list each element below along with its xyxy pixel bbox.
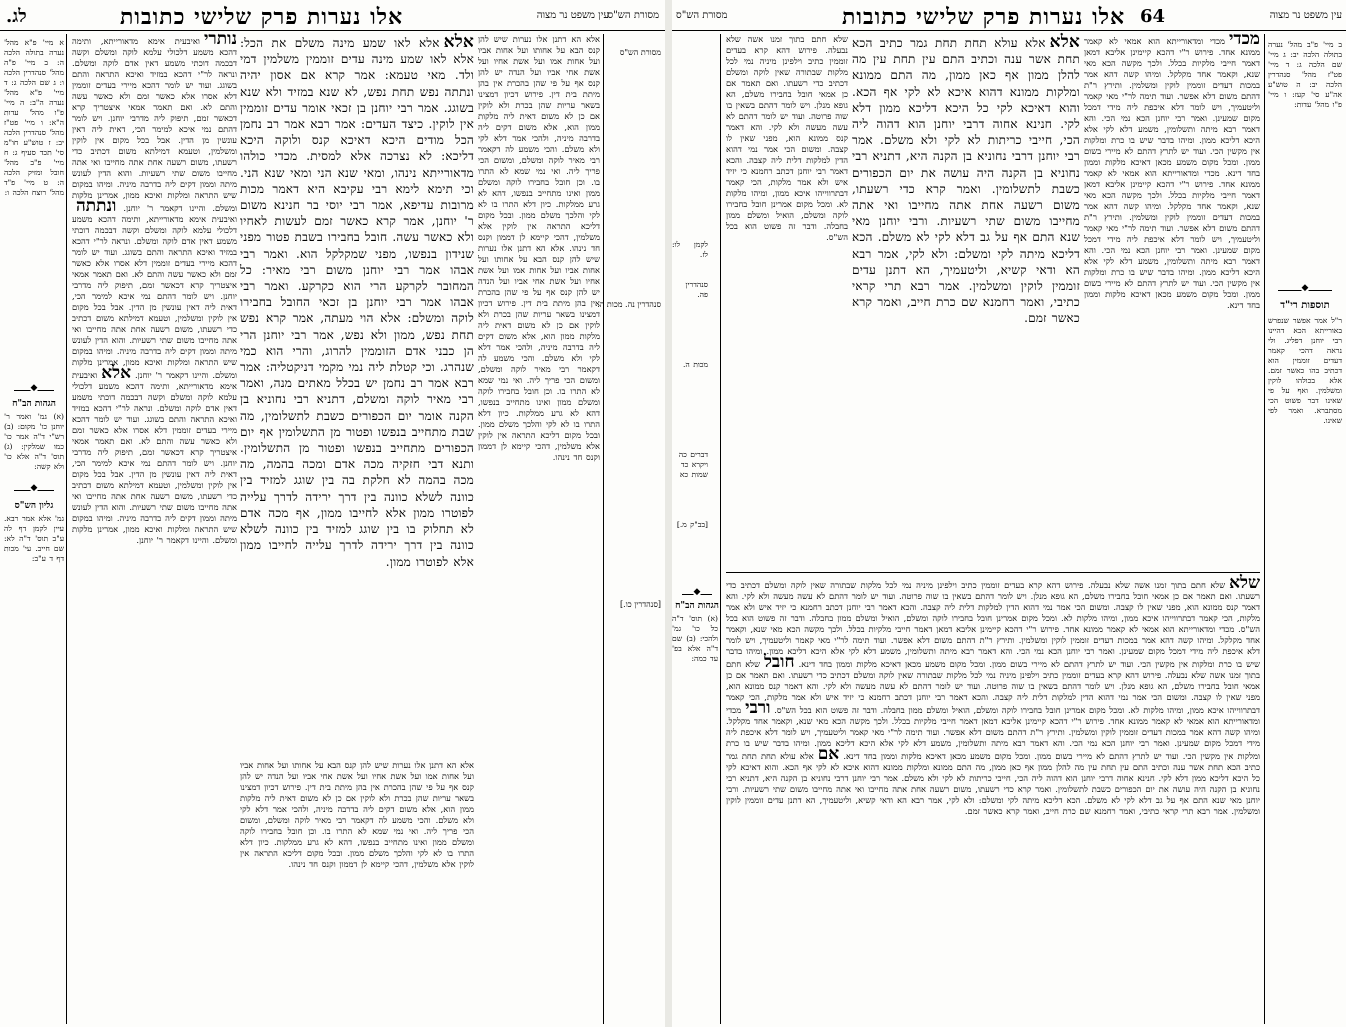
commentary-body: מכדי ומדאורייתא הוא אמאי לא קאמר ממונא אחד. פירוש ר"י דהכא קיימינן אליבא דמאן דאמר חייבי מלקיות בכלל. ולכך מקשה הכא מאי שנא, וקאמר אחד מקלקל. ומיהו קשה דהא אמר במכות דעדים זוממין לוקין ומשלמין. ותירץ ר"ת דהתם משום דלא אפשר. ועוד תימה לר"י מאי קאמר וליטעמיך, ויש לומר דלא איכפת ליה מידי דמכל מקום שמעינן. ואמר רבי יוחנן הכא נמי הכי. והא דאמר רבא מיתה ותשלומין, משמע דלא לקי אלא היכא דליכא ממון. ומיהו בדבר שיש בו כרת ומלקות אין מקשין הכי. ועוד יש לתרץ דהתם לא מיירי בשום ממון. ומכל מקום משמע מכאן דאיכא מלקות וממון בחד דינא.	[726, 705, 1260, 761]
dibbur-hamatchil: אלא	[101, 363, 132, 383]
dibbur-hamatchil: ונתתה	[76, 196, 117, 216]
margin-note: דברים כה	[678, 450, 708, 459]
rashi-column	[478, 34, 600, 1024]
page-folio: לג.	[6, 6, 27, 27]
dibbur-hamatchil: אם	[817, 744, 840, 764]
commentary-body: שלא חתם בתוך זמנו אשה שלא נבעלה. פירוש דהא קרא בעדים זוממין כתיב וילפינן מיניה נמי לכל מלקות שבתורה שאין לוקה ומשלם דכתיב כדי רשעתו. ואם תאמר אם כן אמאי חובל בחבירו משלם, הא גופא מנלן. ויש לומר דהתם בשאין בו שוה פרוטה. ועוד יש לומר דהתם לא עשה מעשה ולא לקי. והא דאמר קנס ממונא הוא, מפני שאין לו קצבה. ומשום הכי אמר נמי דהוא הדין למלקות דלית ליה קצבה. והכא דאמר רבי יוחנן דכתב רחמנא כי יזיד איש ולא אמר מלקות, הכי קאמר דבתרווייהו איכא ממון, ומיהו מלקות לא. ומכל מקום אמרינן חובל בחבירו לוקה ומשלם, הואיל ומשלם ממון בחבלה. ודבר זה פשוט הוא בכל הש"ס.	[726, 659, 1261, 715]
dibbur-hamatchil: חובל	[763, 652, 795, 672]
dibbur-hamatchil: נותרי	[203, 29, 237, 49]
ein-mishpat-label: עין משפט נר מצוה	[1269, 10, 1342, 21]
tosafot-body: ואיבעית אימא מדאורייתא, ותימה דהכא משמע דלכולי עלמא לוקה ומשלם וקשה דבכמה דוכתי משמע דאין אדם לוקה ומשלם. ונראה לר"י דהכא במזיד ואיכא התראה והתם בשוגג. ועוד יש לומר דהכא מיירי בעדים זוממין דלא אסרו אלא כאשר זמם ולא כאשר עשה והתם לא. ואם תאמר אמאי איצטריך קרא דכאשר זמם, תיפוק ליה מדרבי יוחנן. ויש לומר דהתם נמי איכא למימר הכי, דאית ליה דאין עונשין מן הדין. אבל בכל מקום אין לוקין ומשלמין, וטעמא דמילתא משום דכתיב כדי רשעתו, משום רשעה אחת אתה מחייבו ואי אתה מחייבו משום שתי רשעיות. והוא הדין לעונש מיתה וממון דקים ליה בדרבה מיניה. ומיהו במקום שיש התראה ומלקות ואיכא ממון, אמרינן מלקות ומשלם. והיינו דקאמר ר' יוחנן.	[72, 214, 237, 380]
haggahot-box	[4, 412, 64, 472]
commentary-body: מכדי ומדאורייתא הוא אמאי לא קאמר ממונא אחד. פירוש ר"י דהכא קיימינן אליבא דמאן דאמר חייבי מלקיות בכלל. ולכך מקשה הכא מאי שנא, וקאמר אחד מקלקל. ומיהו קשה דהא אמר במכות דעדים זוממין לוקין ומשלמין. ותירץ ר"ת דהתם משום דלא אפשר. ועוד תימה לר"י מאי קאמר וליטעמיך, ויש לומר דלא איכפת ליה מידי דמכל מקום שמעינן. ואמר רבי יוחנן הכא נמי הכי. והא דאמר רבא מיתה ותשלומין, משמע דלא לקי אלא היכא דליכא ממון. ומיהו בדבר שיש בו כרת ומלקות אין מקשין הכי. ועוד יש לתרץ דהתם לא מיירי בשום ממון. ומכל מקום משמע מכאן דאיכא מלקות וממון בחד דינא.	[726, 624, 1260, 669]
tosafot-text	[72, 29, 237, 546]
book-gutter	[665, 0, 672, 1027]
tosafot-column	[1084, 29, 1260, 568]
gemara-main-column	[240, 34, 474, 754]
ein-mishpat-text: א מיי' פ"א מהל' נערה בתולה הלכה ה: ב מיי' פ"ה מהל' סנהדרין הלכה ו: ג שם הלכה ג: ד מיי' פ"א מהל' נערה ה"ב: ה מיי' פ"ו מהל' עדות ה"א: ו מיי' פט"ז מהל' סנהדרין הלכה יב: ז טוש"ע חו"מ סי' תכד סעיף ג: ח מיי' פ"ב מהל' חובל ומזיק הלכה ה: ט מיי' פ"ד מהל' רוצח הלכה ו:	[4, 38, 64, 197]
rashi-body: אלא הא דתנן אלו נערות שיש להן קנס הבא על אחותו ועל אחות אביו ועל אחות אמו ועל אשת אחיו ועל אשת אחי אביו ועל הנדה יש להן קנס אף על פי שהן בהכרת אין בהן מיתת בית דין. פירוש דכיון דמצינו בשאר עריות שהן בכרת ולא לוקין אם כן לא משום דאית ליה מלקות ממון הוא, אלא משום דקים ליה בדרבה מיניה, ולהכי אמר דלא לקי ולא משלם. והכי משמע לה דקאמר רבי מאיר לוקה ומשלם, ומשום הכי פריך ליה. ואי נמי שמא לא התרו בו. וכן חובל בחבירו לוקה ומשלם ממון ואינו מתחייב בנפשו, דהא לא גרע ממלקות. כיון דלא התרו בו לא לקי והלכך משלם ממון. ובכל מקום דליכא התראה אין לוקין אלא משלמין, דהכי קיימא לן דממון וקנס חד נינהו.	[478, 34, 601, 253]
ein-mishpat-text: ב מיי' פ"ב מהל' נערה בתולה הלכה יב: ג מיי' שם הלכה ג: ד מיי' פט"ז מהל' סנהדרין הלכה יב: ה טוש"ע אה"ע סי' קעז: ו מיי' פ"ו מהל' עדות:	[1268, 40, 1342, 109]
margin-note: סנהדרין פה.	[685, 280, 708, 299]
page-header-title: אלו נערות פרק שלישי כתובות	[120, 4, 404, 30]
mesoret-label: מסורת הש"ס	[676, 10, 728, 21]
mesoret-label: עין משפט נר מצוה	[536, 10, 609, 21]
tosafot-body: מכדי ומדאורייתא הוא אמאי לא קאמר ממונא אחד. פירוש ר"י דהכא קיימינן אליבא דמאן דאמר חייבי מלקיות בכלל. ולכך מקשה הכא מאי שנא, וקאמר אחד מקלקל. ומיהו קשה דהא אמר במכות דעדים זוממין לוקין ומשלמין. ותירץ ר"ת דהתם משום דלא אפשר. ועוד תימה לר"י מאי קאמר וליטעמיך, ויש לומר דלא איכפת ליה מידי דמכל מקום שמעינן. ואמר רבי יוחנן הכא נמי הכי. והא דאמר רבא מיתה ותשלומין, משמע דלא לקי אלא היכא דליכא ממון. ומיהו בדבר שיש בו כרת ומלקות אין מקשין הכי. ועוד יש לתרץ דהתם לא מיירי בשום ממון. ומכל מקום משמע מכאן דאיכא מלקות וממון בחד דינא.	[1084, 36, 1260, 178]
gilyon-text: גמ' אלא אמר רבא. עיין לקמן דף לה ע"ב תוס' ד"ה לא: שם חייב. עי' מכות דף ד ע"ב:	[4, 514, 64, 563]
right-page	[672, 0, 1346, 1027]
dibbur-hamatchil: אלא	[443, 32, 474, 52]
gemara-text	[240, 34, 474, 570]
gemara-body: אלא עולא תחת תחת גמר כתיב הכא תחת אשר ענה וכתיב התם עין תחת עין מה להלן ממון אף כאן ממון, מה התם ממונא ומלקות ממונא דהוא איכא לא לקי אף הכא. והוא דאיכא לקי כל היכא דליכא ממון דלא לקי. חנינא אחוה דרבי יוחנן הוא דהוה ליה הכי, חייבי כריתות לא לקי ולא משלם. אמר רבי יוחנן דרבי נחוניא בן הקנה היא, דתניא רבי נחוניא בן הקנה היה עושה את יום הכפורים כשבת לתשלומין. ואמר קרא כדי רשעתו, משום רשעה אחת אתה מחייבו ואי אתה מחייבו משום שתי רשעיות. ורבי יוחנן מאי שנא התם אף על גב דלא לקי לא משלם. הכא דליכא מיתה לקי ומשלם: ולא לקי, אמר רבא הא ודאי קשיא, וליטעמיך, הא דתנן עדים זוממין לוקין ומשלמין. אמר רבא תרי קראי כתיבי, ואמר רחמנא שם כרת חייב, ואמר קרא כאשר זמם.	[852, 36, 1080, 326]
ein-mishpat-column	[4, 38, 64, 308]
column-divider	[66, 34, 67, 1024]
ornament-divider	[1268, 288, 1342, 294]
lower-commentary-block	[726, 573, 1261, 1022]
haggahot-text: (א) גמ' ואמר ר' יוחנן כו' מקום: (ב) רש"י ד"ה אמר כו' כמו שמלקין: (ג) תוס' ד"ה אלא כו' ולא קשה:	[4, 412, 64, 471]
rashi-column	[726, 34, 848, 568]
ornament-divider	[4, 488, 64, 494]
haggahot-box-title: הגהות הב"ח	[12, 399, 56, 409]
column-divider	[1264, 34, 1265, 1024]
margin-note: מכות ה.	[683, 360, 708, 369]
tosfot-rid-text: ר"ל אמר אפשר שנפרש באורייתא הכא דהיינו רבי יוחנן דפליג. ולי נראה דהכי קאמר דעדים זוממין הוא דכתיב בהו כאשר זמם. אלא בכולהו לוקין ומשלמין. ואף על פי שאינו דבר פשוט הכי מסתברא. ואמר לפי שאינו.	[1268, 316, 1342, 425]
mesoret-column	[672, 40, 708, 600]
gemara-body: וכי קטלת ליה נמי מקמי דניקטליה: אמר רבא אמר רב נחמן יש בכלל מאתים מנה, ואמר רבי מאיר לוקה ומשלם, דתניא רבי נחוניא בן הקנה אומר יום הכפורים כשבת לתשלומין, מה שבת מתחייב בנפשו ופטור מן התשלומין אף יום הכפורים מתחייב בנפשו ופטור מן התשלומין. ותנא דבי חזקיה מכה אדם ומכה בהמה, מה מכה בהמה לא חלקת בה בין שוגג למזיד בין כוונה לשלא כוונה בין דרך ירידה לדרך עלייה לפוטרו ממון אלא לחייבו ממון, אף מכה אדם לא תחלוק בו בין שוגג למזיד בין כוונה לשלא כוונה בין דרך ירידה לדרך עלייה לחייבו ממון אלא לפוטרו ממון.	[240, 360, 474, 569]
margin-note: [סנהדרין כו.]	[620, 600, 661, 609]
gilyon-box	[4, 514, 64, 564]
rashi-body: שלא חתם בתוך זמנו אשה שלא נבעלה. פירוש דהא קרא בעדים זוממין כתיב וילפינן מיניה נמי לכל מלקות שבתורה שאין לוקה ומשלם דכתיב כדי רשעתו. ואם תאמר אם כן אמאי חובל בחבירו משלם, הא גופא מנלן. ויש לומר דהתם בשאין בו שוה פרוטה. ועוד יש לומר דהתם לא עשה מעשה ולא לקי. והא דאמר קנס ממונא הוא, מפני שאין לו קצבה. ומשום הכי אמר נמי דהוא הדין למלקות דלית ליה קצבה. והכא דאמר רבי יוחנן דכתב רחמנא כי יזיד איש ולא אמר מלקות, הכי קאמר דבתרווייהו איכא ממון, ומיהו מלקות לא. ומכל מקום אמרינן חובל בחבירו לוקה ומשלם, הואיל ומשלם ממון בחבלה. ודבר זה פשוט הוא בכל הש"ס.	[726, 34, 848, 242]
page-header-title: אלו נערות פרק שלישי כתובות	[842, 4, 1126, 30]
gemara-main-column	[852, 34, 1080, 568]
margin-note: סנהדרין נה. מכות ה.	[597, 300, 661, 309]
gemara-body: אלא לאו שמע מינה משלם את הכל: אלא לאו שמע מינה עדים זוממין משלמין דמי ולד. מאי טעמא: אמר קרא אם אסון יהיה ונתתה נפש תחת נפש, לא שנא במזיד ולא שנא בשוגג. אמר רבי יוחנן בן זכאי אומר עדים זוממין אין לוקין. כיצד העדים: אמר רבא אמר רב נחמן הכל מודים היכא דאיכא קנס ולוקה היכא דליכא: לא נצרכה אלא למסית. מכדי כולהו מדאורייתא נינהו, ומאי שנא הני ומאי שנא הני. וכי תימא לימא רבי עקיבא היא דאמר מכות מרובות עדיפא, אמר רבי יוסי בר חנינא משום ר' יוחנן, אמר קרא כאשר זמם לעשות לאחיו ולא כאשר עשה. חובל בחבירו בשבת פטור מפני שנידון בנפשו, מפני שמקלקל הוא. ואמר רבי אבהו אמר רבי יוחנן משום רבי מאיר: כל המחובר לקרקע הרי הוא כקרקע. ואמר רבי אבהו אמר רבי יוחנן בן זכאי החובל בחבירו לוקה ומשלם: אלא הוי מעתה, אמר קרא נפש תחת נפש, ממון ולא נפש, אמר רבי יוחנן הרי הן כבני אדם הזוממין להרוג, והרי הוא כמי שנהרג.	[240, 36, 474, 375]
margin-note: שמות כא	[679, 470, 708, 479]
left-page-header	[0, 4, 665, 31]
ein-mishpat-column	[1268, 40, 1342, 280]
rashi-body: אלא הא דתנן אלו נערות שיש להן קנס הבא על אחותו ועל אחות אביו ועל אחות אמו ועל אשת אחיו ועל אשת אחי אביו ועל הנדה יש להן קנס אף על פי שהן בהכרת אין בהן מיתת בית דין. פירוש דכיון דמצינו בשאר עריות שהן בכרת ולא לוקין אם כן לא משום דאית ליה מלקות ממון הוא, אלא משום דקים ליה בדרבה מיניה, ולהכי אמר דלא לקי ולא משלם. והכי משמע לה דקאמר רבי מאיר לוקה ומשלם, ומשום הכי פריך ליה. ואי נמי שמא לא התרו בו. וכן חובל בחבירו לוקה ומשלם ממון ואינו מתחייב בנפשו, דהא לא גרע ממלקות. כיון דלא התרו בו לא לקי והלכך משלם ממון. ובכל מקום דליכא התראה אין לוקין אלא משלמין, דהכי קיימא לן דממון וקנס חד נינהו.	[240, 760, 474, 869]
dibbur-hamatchil: מכדי	[1228, 29, 1260, 49]
tosafot-body: ואיבעית אימא מדאורייתא, ותימה דהכא משמע דלכולי עלמא לוקה ומשלם וקשה דבכמה דוכתי משמע דאין אדם לוקה ומשלם. ונראה לר"י דהכא במזיד ואיכא התראה והתם בשוגג. ועוד יש לומר דהכא מיירי בעדים זוממין דלא אסרו אלא כאשר זמם ולא כאשר עשה והתם לא. ואם תאמר אמאי איצטריך קרא דכאשר זמם, תיפוק ליה מדרבי יוחנן. ויש לומר דהתם נמי איכא למימר הכי, דאית ליה דאין עונשין מן הדין. אבל בכל מקום אין לוקין ומשלמין, וטעמא דמילתא משום דכתיב כדי רשעתו, משום רשעה אחת אתה מחייבו ואי אתה מחייבו משום שתי רשעיות. והוא הדין לעונש מיתה וממון דקים ליה בדרבה מיניה. ומיהו במקום שיש התראה ומלקות ואיכא ממון, אמרינן מלקות ומשלם. והיינו דקאמר ר' יוחנן.	[72, 36, 237, 213]
left-page	[0, 0, 665, 1027]
tosafot-body: ואיבעית אימא מדאורייתא, ותימה דהכא משמע דלכולי עלמא לוקה ומשלם וקשה דבכמה דוכתי משמע דאין אדם לוקה ומשלם. ונראה לר"י דהכא במזיד ואיכא התראה והתם בשוגג. ועוד יש לומר דהכא מיירי בעדים זוממין דלא אסרו אלא כאשר זמם ולא כאשר עשה והתם לא. ואם תאמר אמאי איצטריך קרא דכאשר זמם, תיפוק ליה מדרבי יוחנן. ויש לומר דהתם נמי איכא למימר הכי, דאית ליה דאין עונשין מן הדין. אבל בכל מקום אין לוקין ומשלמין, וטעמא דמילתא משום דכתיב כדי רשעתו, משום רשעה אחת אתה מחייבו ואי אתה מחייבו משום שתי רשעיות. והוא הדין לעונש מיתה וממון דקים ליה בדרבה מיניה. ומיהו במקום שיש התראה ומלקות ואיכא ממון, אמרינן מלקות ומשלם. והיינו דקאמר ר' יוחנן.	[72, 370, 237, 545]
dibbur-hamatchil: ורבי	[745, 698, 771, 718]
tosfot-rid-title: תוספות רי"ד	[1280, 300, 1330, 311]
haggahot-box-title: הגהות הב"ח	[675, 601, 719, 611]
margin-note: לקמן לו: לז.	[672, 240, 708, 259]
commentary-body: אלא עולא תחת תחת גמר כתיב הכא תחת אשר ענה וכתיב התם עין תחת עין מה להלן ממון אף כאן ממון, מה התם ממונא ומלקות ממונא דהוא איכא לא לקי אף הכא. והוא דאיכא לקי כל היכא דליכא ממון דלא לקי. חנינא אחוה דרבי יוחנן הוא דהוה ליה הכי, חייבי כריתות לא לקי ולא משלם. אמר רבי יוחנן דרבי נחוניא בן הקנה היא, דתניא רבי נחוניא בן הקנה היה עושה את יום הכפורים כשבת לתשלומין. ואמר קרא כדי רשעתו, משום רשעה אחת אתה מחייבו ואי אתה מחייבו משום שתי רשעיות. ורבי יוחנן מאי שנא התם אף על גב דלא לקי לא משלם. הכא דליכא מיתה לקי ומשלם: ולא לקי, אמר רבא הא ודאי קשיא, וליטעמיך, הא דתנן עדים זוממין לוקין ומשלמין. אמר רבא תרי קראי כתיבי, ואמר רחמנא שם כרת חייב, ואמר קרא כאשר זמם.	[726, 751, 1260, 816]
ein-mishpat-label: מסורת הש"ס	[607, 10, 659, 21]
ornament-divider	[672, 592, 722, 598]
gilyon-box-title: גליון הש"ס	[14, 501, 54, 511]
tosafot-body: מכדי ומדאורייתא הוא אמאי לא קאמר ממונא אחד. פירוש ר"י דהכא קיימינן אליבא דמאן דאמר חייבי מלקיות בכלל. ולכך מקשה הכא מאי שנא, וקאמר אחד מקלקל. ומיהו קשה דהא אמר במכות דעדים זוממין לוקין ומשלמין. ותירץ ר"ת דהתם משום דלא אפשר. ועוד תימה לר"י מאי קאמר וליטעמיך, ויש לומר דלא איכפת ליה מידי דמכל מקום שמעינן. ואמר רבי יוחנן הכא נמי הכי. והא דאמר רבא מיתה ותשלומין, משמע דלא לקי אלא היכא דליכא ממון. ומיהו בדבר שיש בו כרת ומלקות אין מקשין הכי. ועוד יש לתרץ דהתם לא מיירי בשום ממון. ומכל מקום משמע מכאן דאיכא מלקות וממון בחד דינא.	[1084, 168, 1260, 310]
rashi-body: אלא הא דתנן אלו נערות שיש להן קנס הבא על אחותו ועל אחות אביו ועל אחות אמו ועל אשת אחיו ועל אשת אחי אביו ועל הנדה יש להן קנס אף על פי שהן בהכרת אין בהן מיתת בית דין. פירוש דכיון דמצינו בשאר עריות שהן בכרת ולא לוקין אם כן לא משום דאית ליה מלקות ממון הוא, אלא משום דקים ליה בדרבה מיניה, ולהכי אמר דלא לקי ולא משלם. והכי משמע לה דקאמר רבי מאיר לוקה ומשלם, ומשום הכי פריך ליה. ואי נמי שמא לא התרו בו. וכן חובל בחבירו לוקה ומשלם ממון ואינו מתחייב בנפשו, דהא לא גרע ממלקות. כיון דלא התרו בו לא לקי והלכך משלם ממון. ובכל מקום דליכא התראה אין לוקין אלא משלמין, דהכי קיימא לן דממון וקנס חד נינהו.	[478, 243, 600, 462]
margin-note: [בב"ק מ.]	[676, 520, 708, 529]
column-divider	[603, 34, 604, 1024]
right-page-header	[672, 4, 1346, 31]
ornament-divider	[4, 388, 64, 394]
margin-note: ויקרא כד	[680, 460, 708, 469]
margin-label: מסורת הש"ס	[619, 48, 661, 57]
dibbur-hamatchil: אלא	[1049, 32, 1080, 52]
tosfot-rid-box	[1268, 316, 1342, 425]
column-divider	[720, 34, 721, 1024]
page-folio: 64	[1140, 6, 1166, 27]
dibbur-hamatchil: שלא	[1229, 573, 1260, 593]
commentary-body: שלא חתם בתוך זמנו אשה שלא נבעלה. פירוש דהא קרא בעדים זוממין כתיב וילפינן מיניה נמי לכל מלקות שבתורה שאין לוקה ומשלם דכתיב כדי רשעתו. ואם תאמר אם כן אמאי חובל בחבירו משלם, הא גופא מנלן. ויש לומר דהתם בשאין בו שוה פרוטה. ועוד יש לומר דהתם לא עשה מעשה ולא לקי. והא דאמר קנס ממונא הוא, מפני שאין לו קצבה. ומשום הכי אמר נמי דהוא הדין למלקות דלית ליה קצבה. והכא דאמר רבי יוחנן דכתב רחמנא כי יזיד איש ולא אמר מלקות, הכי קאמר דבתרווייהו איכא ממון, ומיהו מלקות לא. ומכל מקום אמרינן חובל בחבירו לוקה ומשלם, הואיל ומשלם ממון בחבלה. ודבר זה פשוט הוא בכל הש"ס.	[726, 580, 1260, 634]
section-divider	[726, 572, 1260, 573]
gemara-lower-rashi	[240, 760, 474, 1022]
rashi-text	[478, 34, 600, 463]
tosafot-column	[72, 29, 237, 1024]
haggahot-box	[672, 614, 718, 674]
haggahot-text: (א) תוס' ד"ה כל כו' גמ' ולהכי: (ב) שם ד"ה אלא בפ' עד כמה:	[672, 614, 718, 663]
